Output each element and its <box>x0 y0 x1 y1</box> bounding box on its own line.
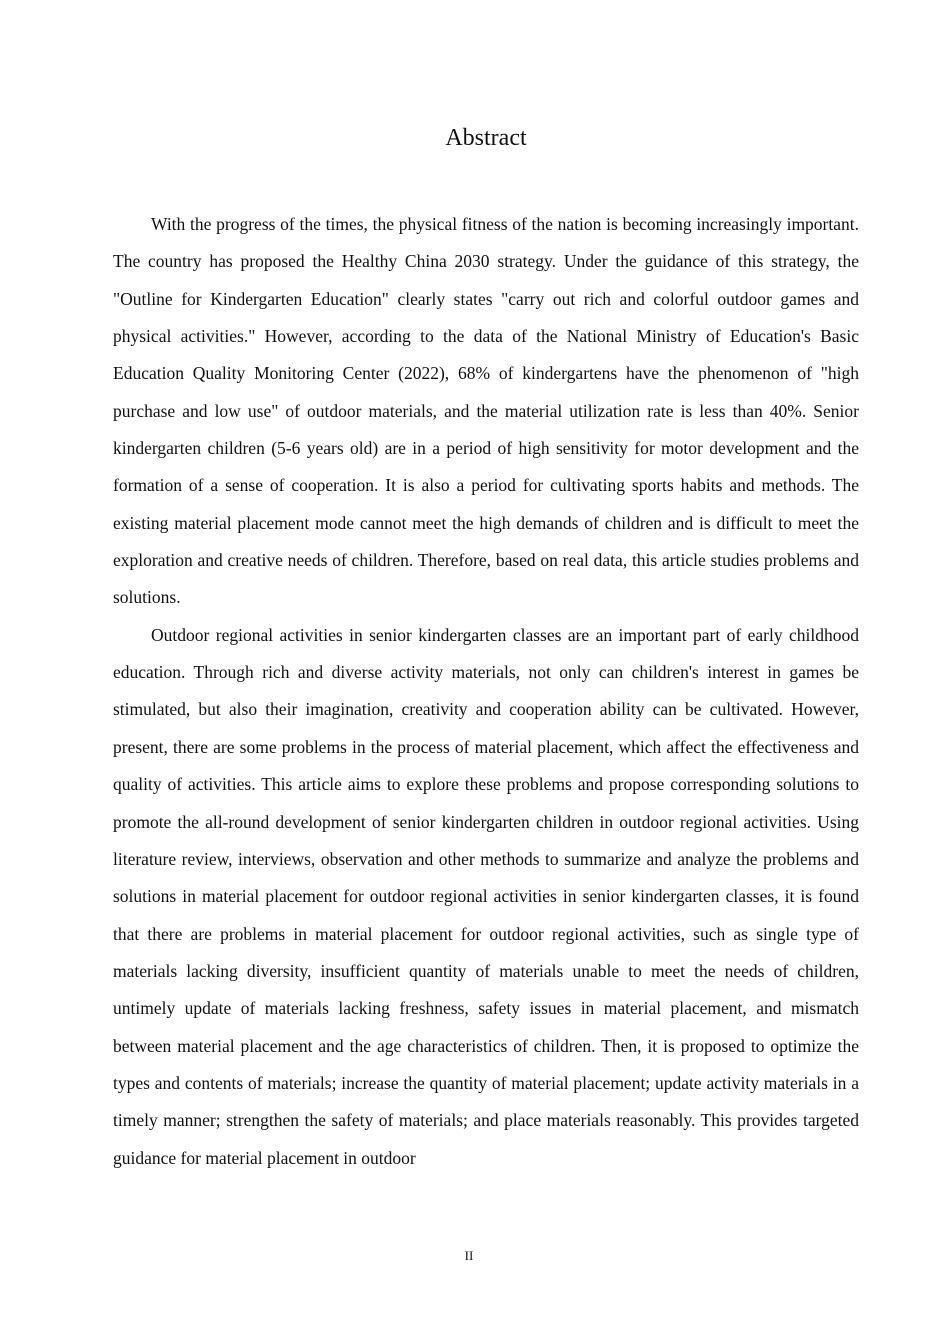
page-number: II <box>464 1248 474 1263</box>
page-title: Abstract <box>445 125 527 151</box>
abstract-paragraph-1: With the progress of the times, the physical fitness of the nation is becoming increasingly important. The country has proposed the Healthy China 2030 strategy. Under the guidance of this strategy, the "Outline for Kindergarten Education" clearly states "carry out rich and colorful outdoor games and physical activities." However, according to the data of the National Ministry of Education's Basic Education Quality Monitoring Center (2022), 68% of kindergartens have the phenomenon of "high purchase and low use" of outdoor materials, and the material utilization rate is less than 40%. Senior kindergarten children (5-6 years old) are in a period of high sensitivity for motor development and the formation of a sense of cooperation. It is also a period for cultivating sports habits and methods. The existing material placement mode cannot meet the high demands of children and is difficult to meet the exploration and creative needs of children. Therefore, based on real data, this article studies problems and solutions. <box>113 214 864 608</box>
abstract-paragraph-2: Outdoor regional activities in senior kindergarten classes are an important part of early childhood education. Through rich and diverse activity materials, not only can children's interest in games be stimulated, but also their imagination, creativity and cooperation ability can be cultivated. However, present, there are some problems in the process of material placement, which affect the effectiveness and quality of activities. This article aims to explore these problems and propose corresponding solutions to promote the all-round development of senior kindergarten children in outdoor regional activities. Using literature review, interviews, observation and other methods to summarize and analyze the problems and solutions in material placement for outdoor regional activities in senior kindergarten classes, it is found that there are problems in material placement for outdoor regional activities, such as single type of materials lacking diversity, insufficient quantity of materials unable to meet the needs of children, untimely update of materials lacking freshness, safety issues in material placement, and mismatch between material placement and the age characteristics of children. Then, it is proposed to optimize the types and contents of materials; increase the quantity of material placement; update activity materials in a timely manner; strengthen the safety of materials; and place materials reasonably. This provides targeted guidance for material placement in outdoor <box>113 624 868 1168</box>
abstract-body <box>113 206 868 1177</box>
